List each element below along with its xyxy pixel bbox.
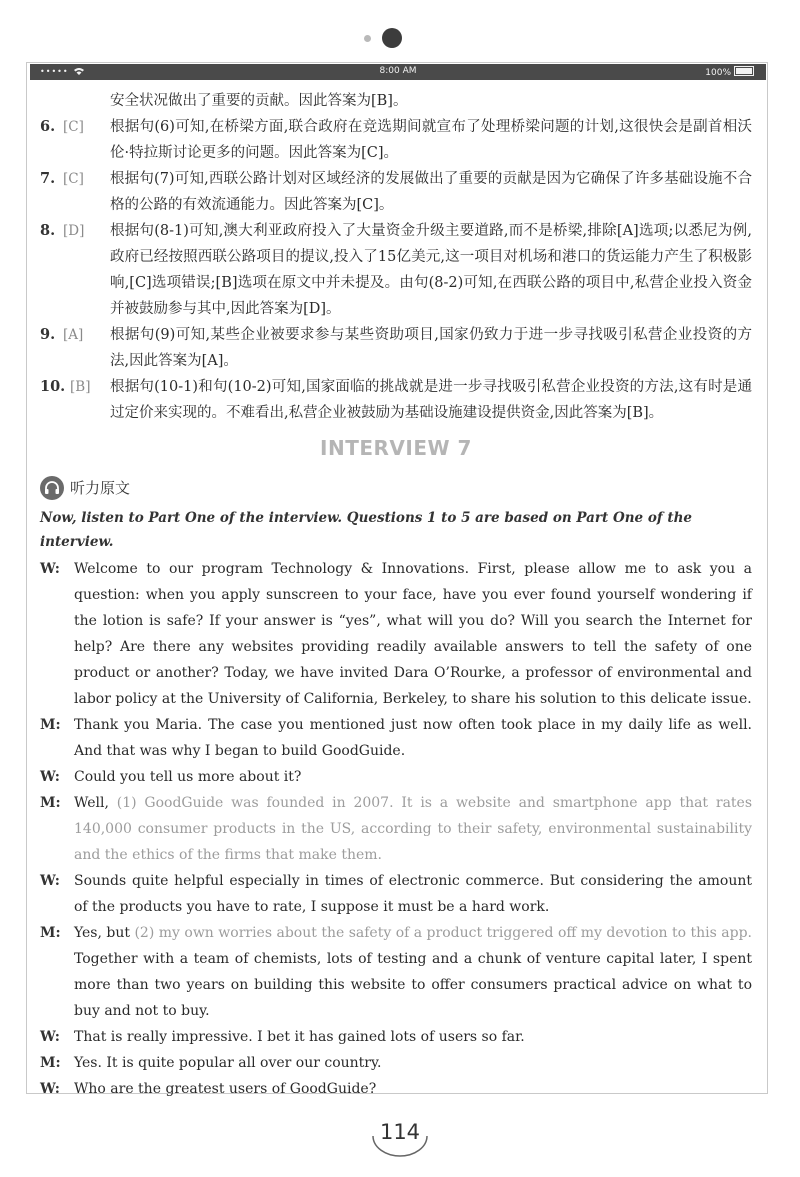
answer-5-tail: 安全状况做出了重要的贡献。因此答案为[B]。 xyxy=(110,93,408,109)
page-number-badge xyxy=(365,1112,435,1160)
listening-title: 听力原文 xyxy=(70,479,131,497)
answer-number: 8. xyxy=(40,222,56,239)
speaker-label: M: xyxy=(40,717,61,733)
dialogue-rest: Together with a team of chemists, lots of testing and a chunk of venture capital later, I spent more than two years on building this website to offer consumers practical advice on what to buy and not to buy. xyxy=(74,951,752,1019)
instruction-line: Now, listen to Part One of the interview. Questions 1 to 5 are based on Part One of the interview. xyxy=(40,510,692,550)
answer-explanation: 根据句(9)可知,某些企业被要求参与某些资助项目,国家仍致力于进一步寻找吸引私营企业投资的方法,因此答案为[A]。 xyxy=(110,327,752,369)
answer-number: 7. xyxy=(40,170,56,187)
sensor-dot xyxy=(364,35,371,42)
answer-explanation: 根据句(7)可知,西联公路计划对区域经济的发展做出了重要的贡献是因为它确保了许多基础设施不合格的公路的有效流通能力。因此答案为[C]。 xyxy=(110,171,752,213)
dialogue-text xyxy=(40,790,752,868)
headphones-icon xyxy=(40,476,64,500)
status-bar xyxy=(30,64,766,80)
signal-icon: ••••• xyxy=(40,67,69,76)
dialogue-lead: Yes, but xyxy=(74,925,135,941)
battery-percent: 100% xyxy=(705,68,731,78)
battery-icon xyxy=(734,66,754,76)
answer-choice: [A] xyxy=(63,327,84,343)
speaker-label: W: xyxy=(40,1029,60,1045)
dialogue-line xyxy=(40,556,752,712)
speaker-label: W: xyxy=(40,873,60,889)
answer-number: 9. xyxy=(40,326,56,343)
answer-explanation: 根据句(6)可知,在桥梁方面,联合政府在竞选期间就宣布了处理桥梁问题的计划,这很快会是副首相沃伦·特拉斯讨论更多的问题。因此答案为[C]。 xyxy=(110,119,752,161)
listening-section-header xyxy=(40,474,752,502)
battery-indicator xyxy=(705,66,754,78)
speaker-label: W: xyxy=(40,769,60,785)
dialogue-lead: Well, xyxy=(74,795,117,811)
dialogue-line xyxy=(40,790,752,868)
page-content xyxy=(40,88,752,1102)
page-number: 114 xyxy=(379,1120,421,1144)
answer-item-8 xyxy=(40,218,752,322)
answer-item-9 xyxy=(40,322,752,374)
dialogue-line xyxy=(40,764,752,790)
answer-item-6 xyxy=(40,114,752,166)
dialogue-line xyxy=(40,868,752,920)
dialogue-line xyxy=(40,1024,752,1050)
speaker-label: W: xyxy=(40,561,60,577)
interview-heading: INTERVIEW 7 xyxy=(320,436,472,460)
dialogue-text: Thank you Maria. The case you mentioned just now often took place in my daily life as well. And that was why I began to build GoodGuide. xyxy=(74,717,752,759)
answer-choice: [C] xyxy=(63,171,84,187)
answer-explanation: 根据句(8-1)可知,澳大利亚政府投入了大量资金升级主要道路,而不是桥梁,排除[A]选项;以悉尼为例,政府已经按照西联公路项目的提议,投入了15亿美元,这一项目对机场和港口的货运能力产生了积极影响,[C]选项错误;[B]选项在原文中并未提及。由句(8-2)可知,在西联公路的项目中,私营企业投入资金并被鼓励参与其中,因此答案为[D]。 xyxy=(110,223,752,317)
dialogue-text: Welcome to our program Technology & Innovations. First, please allow me to ask you a question: when you apply sunscreen to your face, have you ever found yourself wondering if the lotion is safe? If your answer is “yes”, what will you do? Will you search the Internet for help? Are there any websites providing readily available answers to tell the safety of one product or another? Today, we have invited Dara O’Rourke, a professor of environmental and labor policy at the University of California, Berkeley, to share his solution to this delicate issue. xyxy=(74,561,752,707)
answer-explanation: 根据句(10-1)和句(10-2)可知,国家面临的挑战就是进一步寻找吸引私营企业投资的方法,这有时是通过定价来实现的。不难看出,私营企业被鼓励为基础设施建设提供资金,因此答案为[B]。 xyxy=(110,379,752,421)
dialogue-text: Sounds quite helpful especially in times of electronic commerce. But considering the amount of the products you have to rate, I suppose it must be a hard work. xyxy=(74,873,752,915)
tablet-camera xyxy=(0,28,800,48)
answer-number: 10. xyxy=(40,378,66,395)
answer-item-7 xyxy=(40,166,752,218)
camera-lens xyxy=(382,28,402,48)
dialogue-line xyxy=(40,712,752,764)
key-sentence-2: (2) my own worries about the safety of a product triggered off my devotion to this app. xyxy=(134,925,753,941)
dialogue-text: That is really impressive. I bet it has gained lots of users so far. xyxy=(74,1029,525,1045)
speaker-label: M: xyxy=(40,925,61,941)
dialogue-text: Who are the greatest users of GoodGuide? xyxy=(74,1081,377,1097)
dialogue-text: Yes. It is quite popular all over our country. xyxy=(74,1055,382,1071)
answer-choice: [D] xyxy=(63,223,85,239)
dialogue-line xyxy=(40,1050,752,1076)
speaker-label: M: xyxy=(40,1055,61,1071)
answer-choice: [B] xyxy=(70,379,91,395)
dialogue-line xyxy=(40,920,752,1024)
dialogue-text: Could you tell us more about it? xyxy=(74,769,302,785)
speaker-label: M: xyxy=(40,795,61,811)
key-sentence-1: (1) GoodGuide was founded in 2007. It is a website and smartphone app that rates 140,000 consumer products in the US, according to their safety, environmental sustainability and the ethics of the firms that make them. xyxy=(74,795,753,863)
answer-item-10 xyxy=(40,374,752,426)
answer-number: 6. xyxy=(40,118,56,135)
status-time: 8:00 AM xyxy=(379,66,417,76)
answer-choice: [C] xyxy=(63,119,84,135)
dialogue-line xyxy=(40,1076,752,1102)
speaker-label: W: xyxy=(40,1081,60,1097)
dialogue-text xyxy=(40,920,752,1024)
